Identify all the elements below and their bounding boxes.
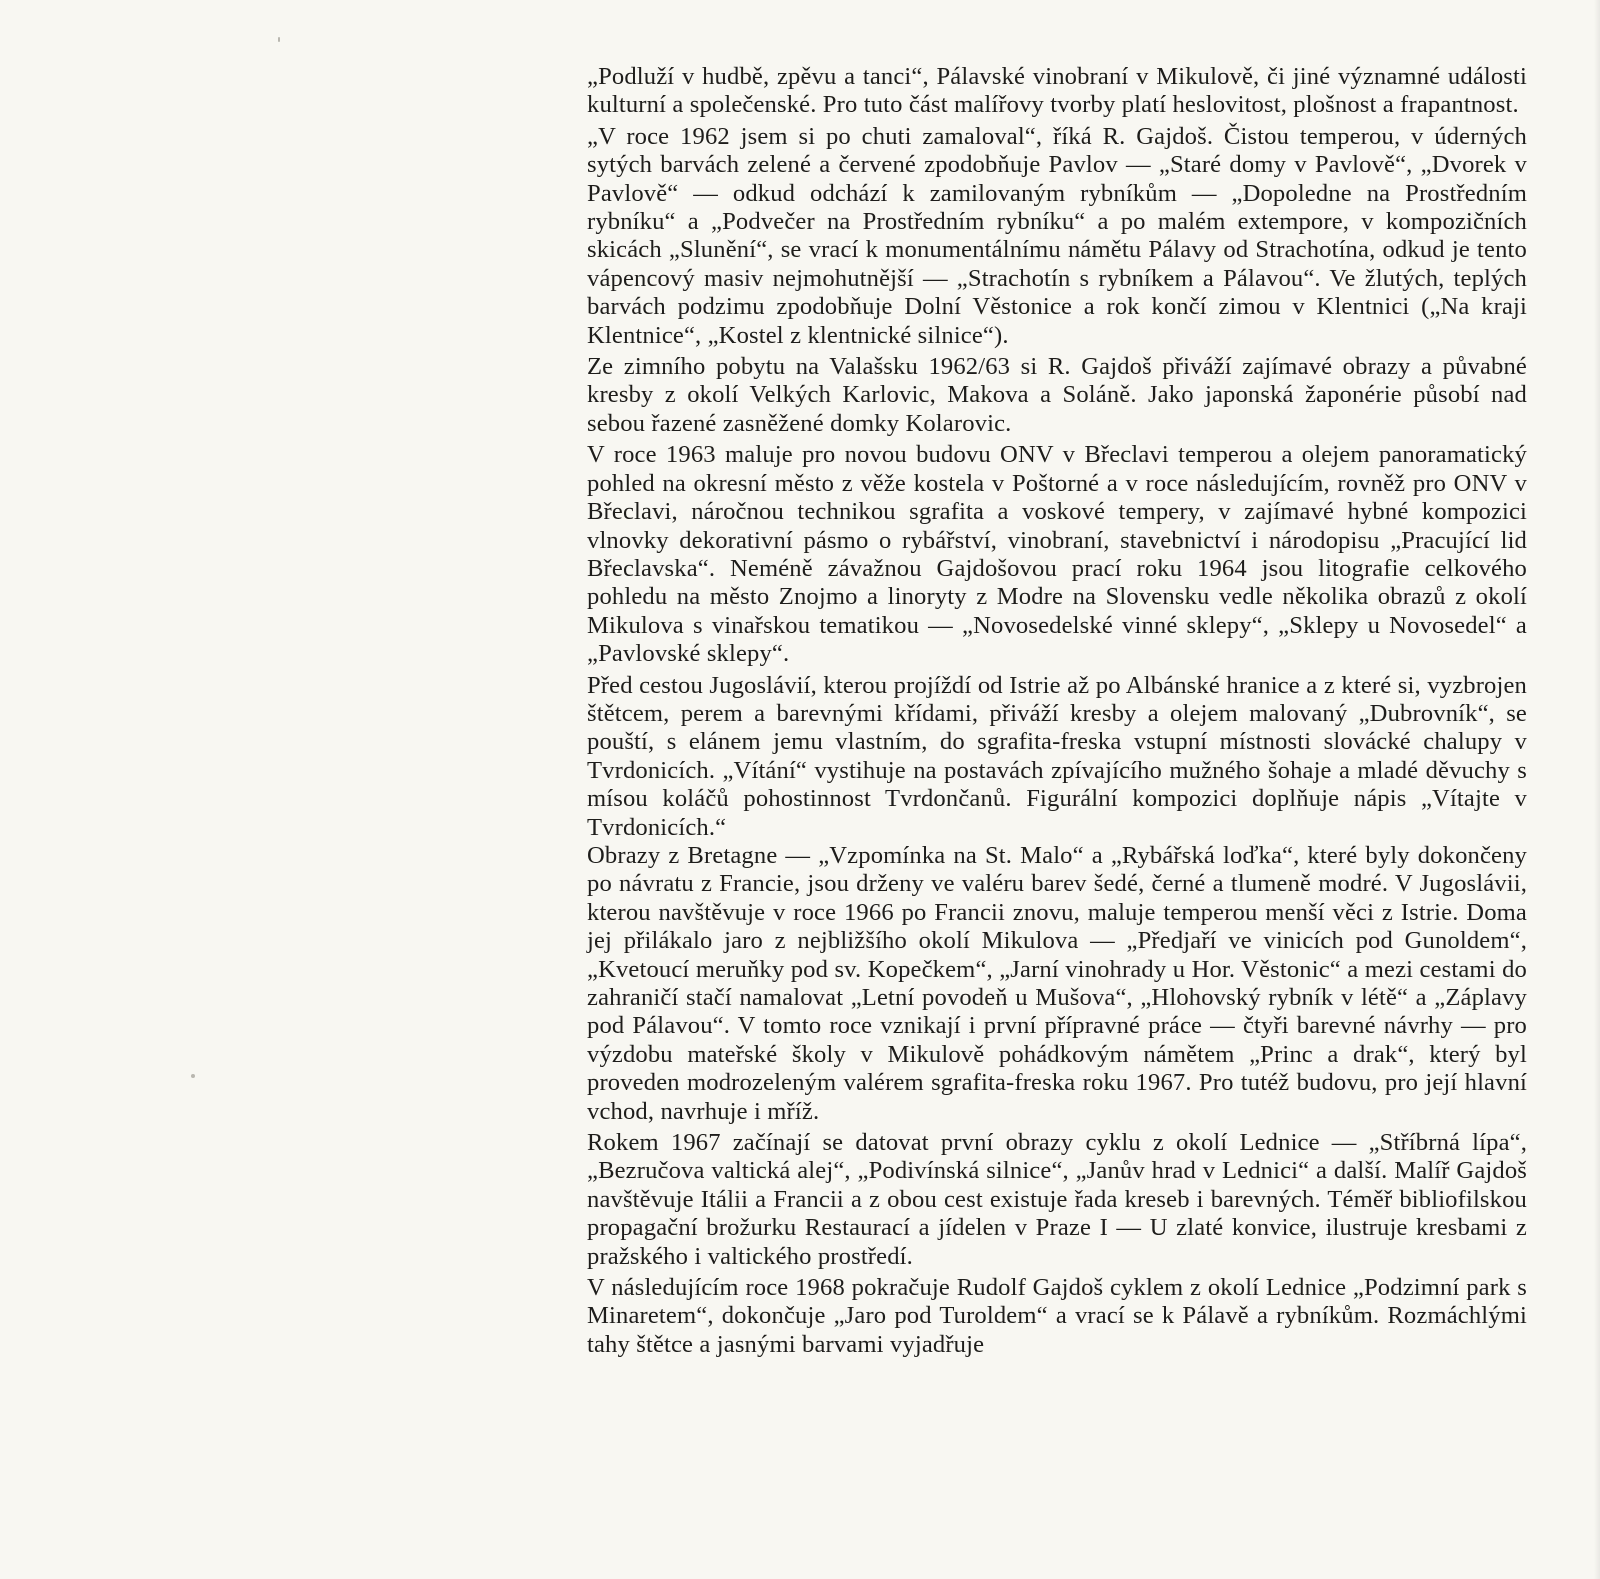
paragraph: Obrazy z Bretagne — „Vzpomínka na St. Malo“ a „Rybářská loďka“, které byly dokončeny po návratu z Francie, jsou drženy ve valéru barev šedé, černé a tlumeně modré. V Jugoslávii, kterou navštěvuje v roce 1966 po Francii znovu, maluje temperou menší věci z Istrie. Doma jej přilákalo jaro z nejbližšího okolí Mikulova — „Předjaří ve vinicích pod Gunoldem“, „Kvetoucí meruňky pod sv. Kopečkem“, „Jarní vinohrady u Hor. Věstonic“ a mezi cestami do zahraničí stačí namalovat „Letní povodeň u Mušova“, „Hlohovský rybník v létě“ a „Záplavy pod Pálavou“. V tomto roce vznikají i první přípravné práce — čtyři barevné návrhy — pro výzdobu mateřské školy v Mikulově pohádkovým námětem „Princ a drak“, který byl proveden modrozeleným valérem sgrafita-freska roku 1967. Pro tutéž budovu, pro její hlavní vchod, navrhuje i mříž.	[587, 841, 1527, 1125]
text-column	[587, 63, 1527, 1362]
paragraph: V roce 1963 maluje pro novou budovu ONV v Břeclavi temperou a olejem panoramatický pohled na okresní město z věže kostela v Poštorné a v roce následujícím, rovněž pro ONV v Břeclavi, náročnou technikou sgrafita a voskové tempery, v zajímavé hybné kompozici vlnovky dekorativní pásmo o rybářství, vinobraní, stavebnictví i národopisu „Pracující lid Břeclavska“. Neméně závažnou Gajdošovou prací roku 1964 jsou litografie celkového pohledu na město Znojmo a linoryty z Modre na Slovensku vedle několika obrazů z okolí Mikulova s vinařskou tematikou — „Novosedelské vinné sklepy“, „Sklepy u Novosedel“ a „Pavlovské sklepy“.	[587, 441, 1527, 668]
scan-speck	[278, 37, 280, 42]
paragraph: „Podluží v hudbě, zpěvu a tanci“, Pálavské vinobraní v Mikulově, či jiné významné události kulturní a společenské. Pro tuto část malířovy tvorby platí heslovitost, plošnost a frapantnost.	[587, 63, 1527, 119]
paragraph: Rokem 1967 začínají se datovat první obrazy cyklu z okolí Lednice — „Stříbrná lípa“, „Bezručova valtická alej“, „Podivínská silnice“, „Janův hrad v Lednici“ a další. Malíř Gajdoš navštěvuje Itálii a Francii a z obou cest existuje řada kreseb i barevných. Téměř bibliofilskou propagační brožurku Restaurací a jídelen v Praze I — U zlaté konvice, ilustruje kresbami z pražského i valtického prostředí.	[587, 1129, 1527, 1270]
paragraph: Před cestou Jugoslávií, kterou projíždí od Istrie až po Albánské hranice a z které si, vyzbrojen štětcem, perem a barevnými křídami, přiváží kresby a olejem malovaný „Dubrovník“, se pouští, s elánem jemu vlastním, do sgrafita-freska vstupní místnosti slovácké chalupy v Tvrdonicích. „Vítání“ vystihuje na postavách zpívajícího mužného šohaje a mladé děvuchy s mísou koláčů pohostinnost Tvrdončanů. Figurální kompozici doplňuje nápis „Vítajte v Tvrdonicích.“	[587, 671, 1527, 841]
paragraph: Ze zimního pobytu na Valašsku 1962/63 si R. Gajdoš přiváží zajímavé obrazy a půvabné kresby z okolí Velkých Karlovic, Makova a Soláně. Jako japonská žaponérie působí nad sebou řazené zasněžené domky Kolarovic.	[587, 353, 1527, 437]
page-edge-shadow	[1594, 0, 1600, 1579]
paragraph: V následujícím roce 1968 pokračuje Rudolf Gajdoš cyklem z okolí Lednice „Podzimní park s Minaretem“, dokončuje „Jaro pod Turoldem“ a vrací se k Pálavě a rybníkům. Rozmáchlými tahy štětce a jasnými barvami vyjadřuje	[587, 1274, 1527, 1358]
paragraph: „V roce 1962 jsem si po chuti zamaloval“, říká R. Gajdoš. Čistou temperou, v úderných sytých barvách zelené a červené zpodobňuje Pavlov — „Staré domy v Pavlově“, „Dvorek v Pavlově“ — odkud odchází k zamilovaným rybníkům — „Dopoledne na Prostředním rybníku“ a „Podvečer na Prostředním rybníku“ a po malém extempore, v kompozičních skicách „Slunění“, se vrací k monumentálnímu námětu Pálavy od Strachotína, odkud je tento vápencový masiv nejmohutnější — „Strachotín s rybníkem a Pálavou“. Ve žlutých, teplých barvách podzimu zpodobňuje Dolní Věstonice a rok končí zimou v Klentnici („Na kraji Klentnice“, „Kostel z klentnické silnice“).	[587, 122, 1527, 349]
scan-speck	[191, 1074, 195, 1078]
